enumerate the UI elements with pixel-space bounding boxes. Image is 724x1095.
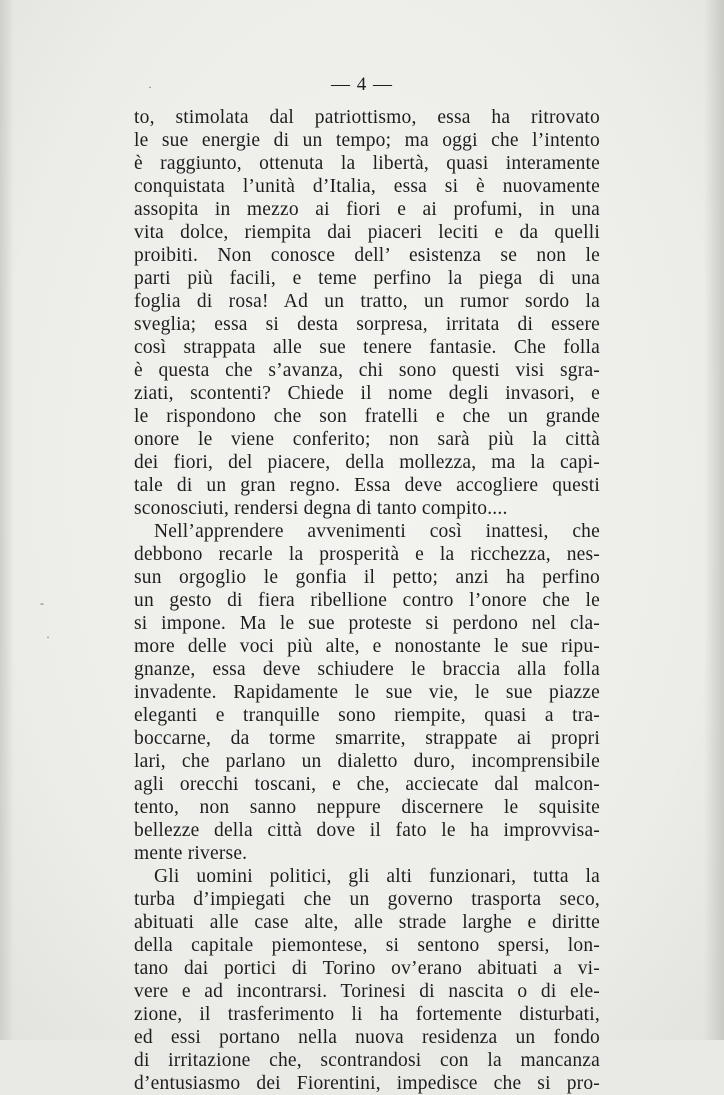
speck-mark: - — [40, 596, 44, 610]
text-line: Nell’apprendere avvenimenti così inattesi, che — [154, 521, 600, 542]
text-line: si impone. Ma le sue proteste si perdono nel cla- — [134, 613, 600, 634]
text-line: turba d’impiegati che un governo trasporta seco, — [134, 889, 600, 910]
text-line: della capitale piemontese, si sentono spersi, lon- — [134, 935, 600, 956]
text-line: proibiti. Non conosce dell’ esistenza se non le — [134, 245, 600, 266]
text-line: Gli uomini politici, gli alti funzionari, tutta la — [154, 866, 600, 887]
text-line: di irritazione che, scontrandosi con la mancanza — [134, 1050, 600, 1071]
text-line: mente riverse. — [134, 843, 248, 864]
text-line: sun orgoglio le gonfia il petto; anzi ha perfino — [134, 567, 600, 588]
text-line: sconosciuti, rendersi degna di tanto compito.... — [134, 498, 508, 519]
text-line: invadente. Rapidamente le sue vie, le sue piazze — [134, 682, 600, 703]
text-line: è questa che s’avanza, chi sono questi visi sgra- — [134, 360, 600, 381]
text-line: more delle voci più alte, e nonostante le sue ripu- — [134, 636, 600, 657]
text-line: zione, il trasferimento li ha fortemente disturbati, — [134, 1004, 600, 1025]
text-line: le sue energie di un tempo; ma oggi che l’intento — [134, 130, 600, 151]
text-line: tale di un gran regno. Essa deve accogliere questi — [134, 475, 600, 496]
page-left-edge-shadow — [0, 0, 14, 1040]
text-line: ed essi portano nella nuova residenza un fondo — [134, 1027, 600, 1048]
text-line: eleganti e tranquille sono riempite, quasi a tra- — [134, 705, 600, 726]
text-line: così strappata alle sue tenere fantasie. Che folla — [134, 337, 600, 358]
text-line: un gesto di fiera ribellione contro l’onore che le — [134, 590, 600, 611]
speck-mark: · — [46, 630, 50, 644]
text-line: lari, che parlano un dialetto duro, incomprensibile — [134, 751, 600, 772]
text-line: d’entusiasmo dei Fiorentini, impedisce che si pro- — [134, 1073, 600, 1094]
text-line: ziati, scontenti? Chiede il nome degli invasori, e — [134, 383, 600, 404]
text-line: to, stimolata dal patriottismo, essa ha ritrovato — [134, 107, 600, 128]
text-line: debbono recarle la prosperità e la ricchezza, nes- — [134, 544, 600, 565]
text-line: tento, non sanno neppure discernere le squisite — [134, 797, 600, 818]
text-line: sveglia; essa si desta sorpresa, irritata di essere — [134, 314, 600, 335]
text-line: conquistata l’unità d’Italia, essa si è nuovamente — [134, 176, 600, 197]
text-line: foglia di rosa! Ad un tratto, un rumor sordo la — [134, 291, 600, 312]
text-line: assopita in mezzo ai fiori e ai profumi, in una — [134, 199, 600, 220]
text-line: le rispondono che son fratelli e che un grande — [134, 406, 600, 427]
text-line: boccarne, da torme smarrite, strappate ai propri — [134, 728, 600, 749]
text-line: agli orecchi toscani, e che, acciecate dal malcon- — [134, 774, 600, 795]
text-line: abituati alle case alte, alle strade larghe e diritte — [134, 912, 600, 933]
text-line: vere e ad incontrarsi. Torinesi di nascita o di ele- — [134, 981, 600, 1002]
text-line: onore le viene conferito; non sarà più la città — [134, 429, 600, 450]
body-text — [134, 106, 600, 1095]
text-line: gnanze, essa deve schiudere le braccia alla folla — [134, 659, 600, 680]
text-line: vita dolce, riempita dai piaceri leciti e da quelli — [134, 222, 600, 243]
speck-mark: · — [148, 80, 152, 94]
text-line: tano dai portici di Torino ov’erano abituati a vi- — [134, 958, 600, 979]
text-line: parti più facili, e teme perfino la piega di una — [134, 268, 600, 289]
text-line: è raggiunto, ottenuta la libertà, quasi interamente — [134, 153, 600, 174]
text-line: dei fiori, del piacere, della mollezza, ma la capi- — [134, 452, 600, 473]
page-number: — 4 — — [331, 74, 393, 95]
page-right-edge-shadow — [704, 0, 724, 1040]
text-line: bellezze della città dove il fato le ha improvvisa- — [134, 820, 600, 841]
